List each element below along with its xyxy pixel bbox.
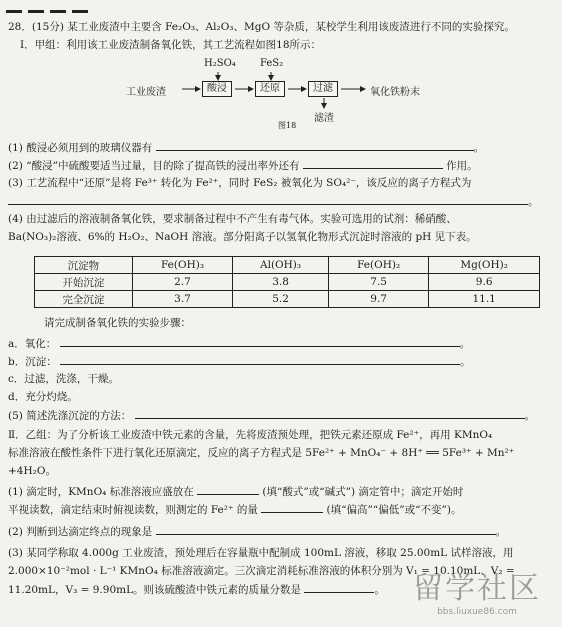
s1-text-b: (填“酸式”或“碱式”) 滴定管中；滴定开始时 <box>262 486 464 498</box>
table-cell: 完全沉淀 <box>35 291 133 308</box>
q3-answer-blank[interactable] <box>8 194 528 205</box>
table-cell: 3.7 <box>132 291 232 308</box>
s1-line-1 <box>8 484 463 499</box>
table-header-row <box>35 257 540 274</box>
q4-text-a: (4) 由过滤后的溶液制备氧化铁，要求制备过程中不产生有毒气体。实验可选用的试剂：稀硝酸、 <box>8 213 457 225</box>
part-2-text-c: +4H₂O。 <box>8 465 56 477</box>
step-filter-box: 过滤 <box>308 81 338 97</box>
step-d-text: d．充分灼烧。 <box>8 391 78 403</box>
s1-text-c: 平视读数，滴定结束时俯视读数，则测定的 Fe²⁺ 的量 <box>8 504 258 516</box>
s3-answer-blank[interactable] <box>304 582 374 593</box>
step-a-line: a．氧化： 。 <box>8 338 471 350</box>
step-reduce-box: 还原 <box>255 81 285 97</box>
table-cell: 9.7 <box>328 291 428 308</box>
table-row <box>35 274 540 291</box>
step-a-text: a．氧化： <box>8 338 57 350</box>
q4-text-b: Ba(NO₃)₂溶液、6%的 H₂O₂、NaOH 溶液。部分阳离子以氢氧化物形式沉淀时溶液的 pH 见下表。 <box>8 231 477 243</box>
s3-text-a: (3) 某同学称取 4.000g 工业废渣，预处理后在容量瓶中配制成 100mL 溶液，移取 25.00mL 试样溶液，用 <box>8 547 514 559</box>
table-row <box>35 291 540 308</box>
residue-label: 滤渣 <box>314 113 334 124</box>
step-acid-leach-box: 酸浸 <box>202 81 232 97</box>
header-dash-rule <box>6 4 116 12</box>
watermark-url: bbs.liuxue86.com <box>437 607 517 617</box>
step-b-text: b．沉淀： <box>8 356 57 368</box>
q1-period: 。 <box>473 142 485 154</box>
step-c-text: c．过滤，洗涤，干燥。 <box>8 373 119 385</box>
q3-text: (3) 工艺流程中“还原”是将 Fe³⁺ 转化为 Fe²⁺，同时 FeS₂ 被氧化为 SO₄²⁻，该反应的离子方程式为 <box>8 177 472 189</box>
table-header-cell: 沉淀物 <box>35 257 133 274</box>
s2-answer-blank[interactable] <box>156 524 496 535</box>
s3-text-c: 11.20mL，V₃ = 9.90mL。则该硫酸渣中铁元素的质量分数是 <box>8 584 302 596</box>
watermark-text: 留学社区 <box>413 571 541 606</box>
q1-answer-blank[interactable] <box>156 140 474 151</box>
process-flow-diagram <box>120 58 450 128</box>
part-2-text-a: Ⅱ．乙组：为了分析该工业废渣中铁元素的含量，先将废渣预处理，把铁元素还原成 Fe²⁺，再用 KMnO₄ <box>8 429 493 441</box>
question-28-stem: 28．(15分) 某工业废渣中主要含 Fe₂O₃、Al₂O₃、MgO 等杂质，某校学生利用该废渣进行不同的实验探究。 <box>8 21 515 33</box>
table-header-cell: Al(OH)₃ <box>233 257 329 274</box>
part-2-text-b: 标准溶液在酸性条件下进行氧化还原滴定，反应的离子方程式是 5Fe²⁺ + MnO₄⁻ + 8H⁺ ══ 5Fe³⁺ + Mn²⁺ <box>8 447 515 459</box>
ph-precipitation-table <box>34 256 540 308</box>
s1-line-2 <box>8 502 461 517</box>
table-header-cell: Mg(OH)₂ <box>429 257 540 274</box>
table-cell: 开始沉淀 <box>35 274 133 291</box>
table-cell: 3.8 <box>233 274 329 291</box>
reagent-fes2-label: FeS₂ <box>260 58 284 69</box>
table-cell: 7.5 <box>328 274 428 291</box>
q5-answer-blank[interactable] <box>135 408 525 419</box>
part-1-intro: Ⅰ．甲组：利用该工业废渣制备氧化铁，其工艺流程如图18所示： <box>20 39 322 51</box>
s1-text-a: (1) 滴定时，KMnO₄ 标准溶液应盛放在 <box>8 486 194 498</box>
q2-end-text: 作用。 <box>446 160 478 172</box>
q1-text: (1) 酸浸必须用到的玻璃仪器有 <box>8 142 153 154</box>
table-cell: 2.7 <box>132 274 232 291</box>
q1-line <box>8 140 484 155</box>
site-watermark <box>402 563 552 625</box>
table-header-cell: Fe(OH)₃ <box>132 257 232 274</box>
steps-intro: 请完成制备氧化铁的实验步骤： <box>44 317 191 329</box>
table-header-cell: Fe(OH)₂ <box>328 257 428 274</box>
output-iron-oxide-label: 氧化铁粉末 <box>370 87 420 98</box>
step-a-answer-blank[interactable] <box>60 336 460 347</box>
q5-line: (5) 简述洗涤沉淀的方法： 。 <box>8 410 536 422</box>
step-b-answer-blank[interactable] <box>60 354 460 365</box>
s2-line: (2) 判断到达滴定终点的现象是 。 <box>8 526 507 538</box>
table-cell: 11.1 <box>429 291 540 308</box>
s3-text-b: 2.000×10⁻²mol · L⁻¹ KMnO₄ 标准溶液滴定。三次滴定消耗标准溶液的体积分别为 V₁ = 10.10mL、V₂ = <box>8 565 515 577</box>
q5-text: (5) 简述洗涤沉淀的方法： <box>8 410 132 422</box>
s3-line-c: 11.20mL，V₃ = 9.90mL。则该硫酸渣中铁元素的质量分数是 。 <box>8 584 385 596</box>
s2-text: (2) 判断到达滴定终点的现象是 <box>8 526 153 538</box>
s1-text-d: (填“偏高”“偏低”或“不变”)。 <box>326 504 462 516</box>
s1-result-blank[interactable] <box>261 502 323 513</box>
input-waste-label: 工业废渣 <box>126 87 166 98</box>
q2-text: (2) “酸浸”中硫酸要适当过量，目的除了提高铁的浸出率外还有 <box>8 160 300 172</box>
step-b-line: b．沉淀： 。 <box>8 356 471 368</box>
table-cell: 5.2 <box>233 291 329 308</box>
q3-answer-line: 。 <box>8 194 539 209</box>
figure-caption: 图18 <box>278 121 297 130</box>
reagent-h2so4-label: H₂SO₄ <box>204 58 236 69</box>
q2-line <box>8 158 478 173</box>
s1-burette-blank[interactable] <box>197 484 259 495</box>
q2-answer-blank[interactable] <box>303 158 443 169</box>
table-cell: 9.6 <box>429 274 540 291</box>
